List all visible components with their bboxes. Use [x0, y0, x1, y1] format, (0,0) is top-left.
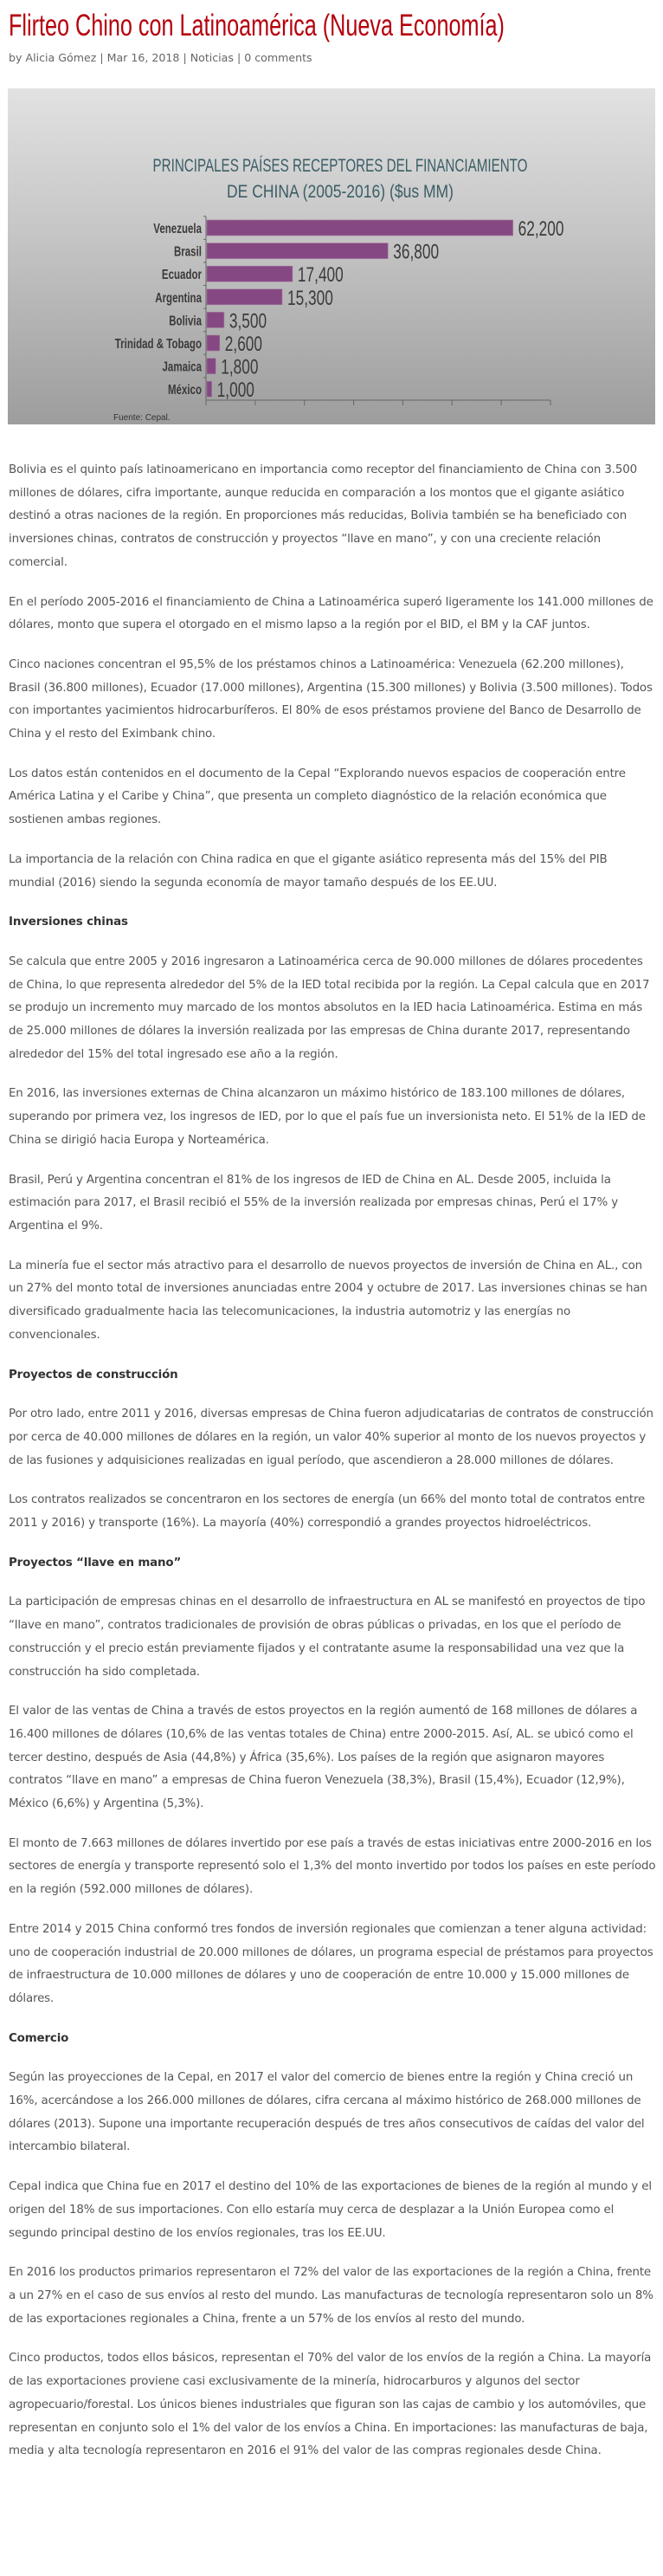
category-label: Argentina	[155, 288, 202, 306]
section-heading: Inversiones chinas	[9, 916, 128, 929]
paragraph: El valor de las ventas de China a través de estos proyectos en la región aumentó de 168 millones de dólares a 16.400 millones de dólares (10,6% de las ventas totales de China) entre 2000-2015. Así, AL. se ubicó como el tercer destino, después de Asia (44,8%) y África (35,6%). Los países de la región que asignaron mayores contratos “llave en mano” a empresas de China fueron Venezuela (38,3%), Brasil (15,4%), Ecuador (12,9%), México (6,6%) y Argentina (5,3%).	[9, 1705, 638, 1811]
paragraph: Cinco naciones concentran el 95,5% de los préstamos chinos a Latinoamérica: Venezuela (62.200 millones), Brasil (36.800 millones), Ecuador (17.000 millones), Argentina (15.300 millones) y Bolivia (3.500 millones). Todos con importantes yacimientos hidrocarburíferos. El 80% de esos préstamos proviene del Banco de Desarrollo de China y el resto del Eximbank chino.	[9, 657, 653, 741]
paragraph: Entre 2014 y 2015 China conformó tres fondos de inversión regionales que comienzan a tener alguna actividad: uno de cooperación industrial de 20.000 millones de dólares, un programa especial de préstamos para proyectos de infraestructura de 10.000 millones de dólares y uno de cooperación de entre 10.000 y 15.000 millones de dólares.	[9, 1922, 653, 2005]
byline-prefix: by	[9, 51, 23, 64]
value-label: 36,800	[393, 240, 440, 264]
section-heading: Comercio	[9, 2031, 69, 2045]
bar-venezuela	[207, 220, 513, 236]
value-label: 1,800	[221, 355, 259, 379]
paragraph: Se calcula que entre 2005 y 2016 ingresaron a Latinoamérica cerca de 90.000 millones de dólares procedentes de China, lo que representa alrededor del 5% de la IED total recibida por la región. La Cepal calcula que en 2017 se produjo un incremento muy marcado de los montos absolutos en la IED hacia Latinoamérica. Estima en más de 25.000 millones de dólares la inversión realizada por las empresas de China durante 2017, representando alrededor del 15% del total ingresado ese año a la región.	[9, 955, 650, 1061]
paragraph: Bolivia es el quinto país latinoamericano en importancia como receptor del financiamiento de China con 3.500 millones de dólares, cifra importante, aunque reducida en comparación a los montos que el gigante asiático destinó a otras naciones de la región. En proporciones más reducidas, Bolivia también se ha beneficiado con inversiones chinas, contratos de construcción y proyectos “llave en mano”, y con una creciente relación comercial.	[9, 463, 637, 569]
bar-m-xico	[207, 381, 212, 397]
paragraph: Según las proyecciones de la Cepal, en 2017 el valor del comercio de bienes entre la región y China creció un 16%, acercándose a los 266.000 millones de dólares, cifra cercana al máximo histórico de 268.000 millones de dólares (2013). Supone una importante recuperación después de tres años consecutivos de caídas del valor del intercambio bilateral.	[9, 2071, 645, 2154]
category-label: Bolivia	[169, 312, 202, 328]
featured-chart-image	[8, 88, 655, 424]
meta-separator: |	[236, 51, 241, 64]
bar-ecuador	[207, 266, 293, 282]
bar-argentina	[207, 289, 282, 305]
meta-separator: |	[183, 51, 187, 64]
category-label: Trinidad & Tobago	[114, 335, 202, 352]
bar-chart	[8, 88, 655, 424]
category-label: Jamaica	[162, 358, 202, 375]
post-content	[9, 459, 656, 2480]
bar-trinidad-tobago	[207, 335, 220, 351]
chart-title-line: DE CHINA (2005-2016) ($us MM)	[227, 182, 454, 202]
post-date: Mar 16, 2018	[106, 51, 180, 64]
category-link[interactable]: Noticias	[190, 51, 234, 64]
section-heading: Proyectos de construcción	[9, 1368, 178, 1382]
chart-title-line: PRINCIPALES PAÍSES RECEPTORES DEL FINANCIAMIENTO	[152, 156, 528, 176]
bar-jamaica	[207, 359, 216, 374]
paragraph: Por otro lado, entre 2011 y 2016, diversas empresas de China fueron adjudicatarias de contratos de construcción por cerca de 40.000 millones de dólares en la región, un valor 40% superior al monto de los nuevos proyectos y de las fusiones y adquisiciones realizadas en igual período, que ascendieron a 28.000 millones de dólares.	[9, 1408, 653, 1467]
value-label: 2,600	[224, 333, 263, 356]
value-label: 62,200	[518, 217, 564, 241]
paragraph: En 2016, las inversiones externas de China alcanzaron un máximo histórico de 183.100 millones de dólares, superando por primera vez, los ingresos de IED, por lo que el país fue un inversionista neto. El 51% de la IED de China se dirigió hacia Europa y Norteamérica.	[9, 1087, 646, 1147]
bar-bolivia	[207, 312, 224, 327]
paragraph: Los datos están contenidos en el documento de la Cepal “Explorando nuevos espacios de cooperación entre América Latina y el Caribe y China”, que presenta un completo diagnóstico de la relación económica que sostienen ambas regiones.	[9, 767, 626, 827]
section-heading: Proyectos “llave en mano”	[9, 1556, 182, 1570]
post-title-wrap	[9, 7, 663, 45]
paragraph: El monto de 7.663 millones de dólares invertido por ese país a través de estas iniciativas entre 2000-2016 en los sectores de energía y transporte representó solo el 1,3% del monto invertido por todos los países en este período en la región (592.000 millones de dólares).	[9, 1836, 656, 1897]
paragraph: Los contratos realizados se concentraron en los sectores de energía (un 66% del monto total de contratos entre 2011 y 2016) y transporte (16%). La mayoría (40%) correspondió a grandes proyectos hidroeléctricos.	[9, 1493, 646, 1531]
paragraph: Cepal indica que China fue en 2017 el destino del 10% de las exportaciones de bienes de la región al mundo y el origen del 18% de sus importaciones. Con ello estaría muy cerca de desplazar a la Unión Europea como el segundo principal destino de los envíos regionales, tras los EE.UU.	[9, 2180, 652, 2240]
value-label: 3,500	[229, 309, 267, 333]
paragraph: En el período 2005-2016 el financiamiento de China a Latinoamérica superó ligeramente los 141.000 millones de dólares, monto que supera el otorgado en el mismo lapso a la región por el BID, el BM y la CAF juntos.	[9, 595, 653, 632]
author-link[interactable]: Alicia Gómez	[25, 51, 97, 64]
paragraph: Brasil, Perú y Argentina concentran el 81% de los ingresos de IED de China en AL. Desde 2005, incluida la estimación para 2017, el Brasil recibió el 55% de la inversión realizada por empresas chinas, Perú el 17% y Argentina el 9%.	[9, 1173, 618, 1233]
paragraph: La minería fue el sector más atractivo para el desarrollo de nuevos proyectos de inversión de China en AL., con un 27% del monto total de inversiones anunciadas entre 2004 y octubre de 2017. Las inversiones chinas se han diversificado gradualmente hacia las telecomunicaciones, la industria automotriz y las energías no convencionales.	[9, 1259, 647, 1342]
category-label: Brasil	[173, 243, 202, 260]
comments-link[interactable]: 0 comments	[244, 51, 312, 64]
post-meta	[9, 51, 312, 64]
meta-separator: |	[100, 51, 104, 64]
post-title[interactable]: Flirteo Chino con Latinoamérica (Nueva Economía)	[9, 9, 505, 42]
category-label: Ecuador	[161, 266, 202, 282]
paragraph: La participación de empresas chinas en el desarrollo de infraestructura en AL se manifestó en proyectos de tipo “llave en mano”, contratos tradicionales de provisión de obras públicas o privadas, en los que el período de construcción y el precio están previamente fijados y el contratante asume la responsabilidad una vez que la construcción ha sido completada.	[9, 1595, 646, 1679]
value-label: 1,000	[216, 379, 254, 402]
bar-brasil	[207, 243, 388, 259]
value-label: 15,300	[286, 287, 333, 310]
chart-source: Fuente: Cepal.	[113, 413, 171, 423]
category-label: Venezuela	[153, 220, 202, 236]
paragraph: En 2016 los productos primarios representaron el 72% del valor de las exportaciones de la región a China, frente a un 27% en el caso de sus envíos al resto del mundo. Las manufacturas de tecnología representaron solo un 8% de las exportaciones regionales a China, frente a un 57% de los envíos al resto del mundo.	[9, 2266, 653, 2326]
value-label: 17,400	[297, 263, 344, 287]
paragraph: La importancia de la relación con China radica en que el gigante asiático representa más del 15% del PIB mundial (2016) siendo la segunda economía de mayor tamaño después de los EE.UU.	[9, 852, 608, 890]
category-label: México	[167, 381, 202, 398]
paragraph: Cinco productos, todos ellos básicos, representan el 70% del valor de los envíos de la región a China. La mayoría de las exportaciones proviene casi exclusivamente de la minería, hidrocarburos y algunos del sector agropecuario/forestal. Los únicos bienes industriales que figuran son las cajas de cambio y los automóviles, que representan en conjunto solo el 1% del valor de los envíos a China. En importaciones: las manufacturas de baja, media y alta tecnología representaron en 2016 el 91% del valor de las compras regionales desde China.	[9, 2352, 652, 2458]
